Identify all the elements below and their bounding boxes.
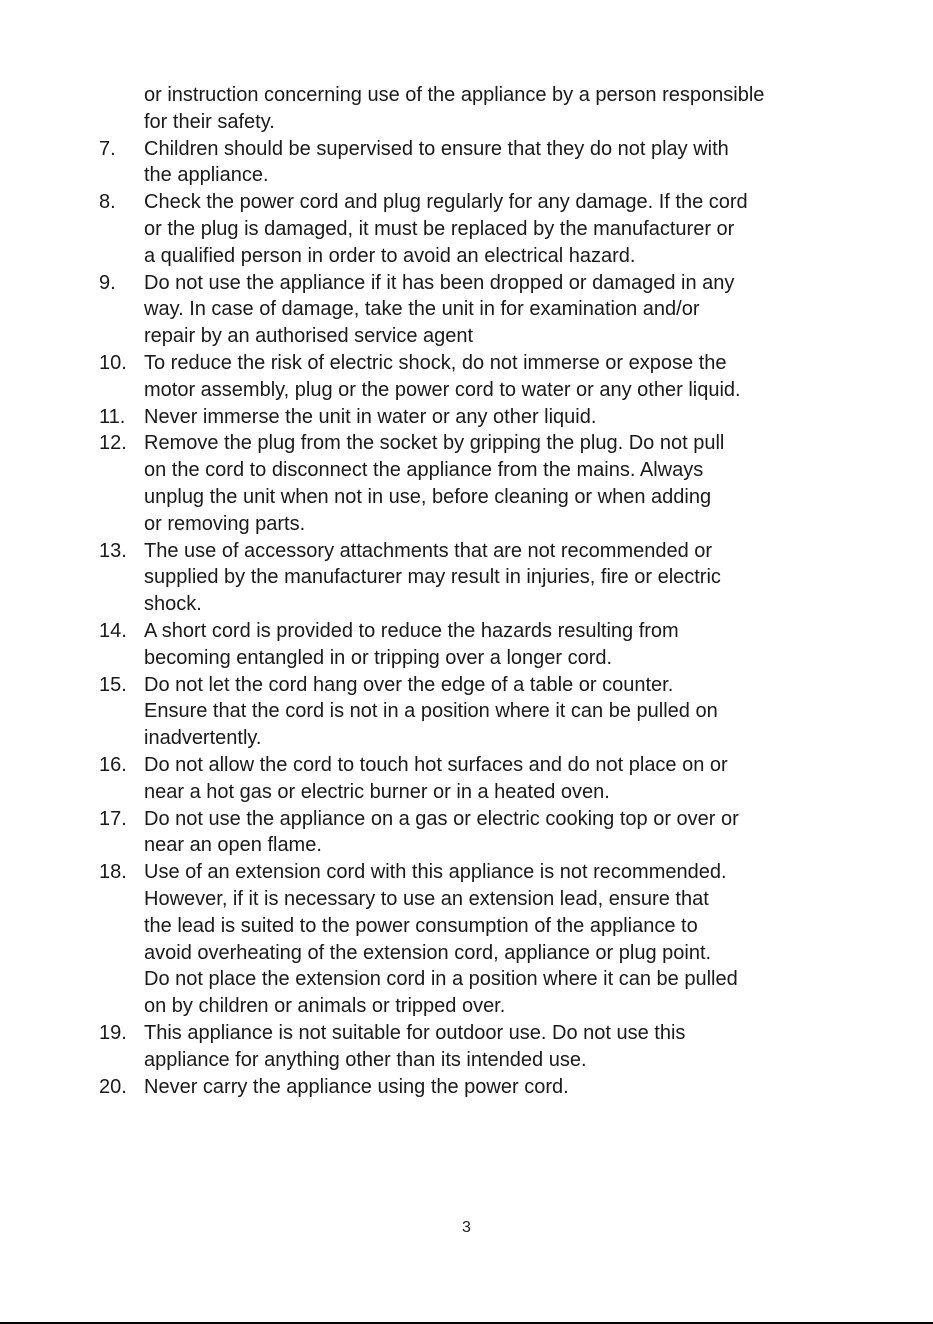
item-text: Remove the plug from the socket by gripping the plug. Do not pull (144, 432, 725, 455)
item-text: or the plug is damaged, it must be replaced by the manufacturer or (144, 218, 735, 240)
list-item (0, 538, 933, 565)
item-number: 20. (99, 1075, 127, 1098)
item-text: Do not use the appliance if it has been dropped or damaged in any (144, 271, 735, 294)
list-item (0, 1020, 933, 1047)
item-text: the lead is suited to the power consumption of the appliance to (144, 914, 698, 937)
item-text: Never carry the appliance using the power cord. (144, 1075, 569, 1098)
item-number: 19. (99, 1022, 127, 1044)
item-text: Never immerse the unit in water or any other liquid. (144, 405, 597, 428)
list-item (0, 752, 933, 779)
item-number: 9. (99, 271, 116, 294)
list-item-continuation (0, 243, 933, 270)
item-text: near an open flame. (144, 834, 322, 857)
list-item (0, 270, 933, 297)
list-item-continuation (0, 832, 933, 859)
item-text: inadvertently. (144, 727, 262, 750)
item-text: Do not use the appliance on a gas or electric cooking top or over or (144, 807, 739, 830)
item-number: 8. (99, 191, 116, 214)
list-item (0, 618, 933, 645)
item-text: However, if it is necessary to use an extension lead, ensure that (144, 888, 709, 910)
item-number: 16. (99, 754, 127, 776)
list-item-continuation (0, 216, 933, 243)
item-text: Do not allow the cord to touch hot surfaces and do not place on or (144, 754, 728, 776)
item-text: on the cord to disconnect the appliance from the mains. Always (144, 459, 704, 482)
list-item-continuation (0, 779, 933, 806)
list-item-continuation (0, 484, 933, 511)
item-text: The use of accessory attachments that are not recommended or (144, 539, 713, 562)
item-text: on by children or animals or tripped over. (144, 995, 506, 1018)
list-item-continuation (0, 698, 933, 725)
item-text: motor assembly, plug or the power cord to water or any other liquid. (144, 378, 741, 401)
list-item-continuation (0, 645, 933, 672)
item-text: appliance for anything other than its intended use. (144, 1048, 587, 1071)
list-item (0, 136, 933, 163)
item-text: repair by an authorised service agent (144, 325, 474, 348)
item-number: 12. (99, 432, 127, 455)
list-item-continuation (0, 511, 933, 538)
list-item-continuation (0, 1047, 933, 1074)
item-text: Ensure that the cord is not in a position where it can be pulled on (144, 700, 718, 723)
item-text: supplied by the manufacturer may result in injuries, fire or electric (144, 566, 721, 589)
item-text: A short cord is provided to reduce the hazards resulting from (144, 620, 679, 642)
item-text: Do not let the cord hang over the edge of a table or counter. (144, 673, 674, 696)
item-text: becoming entangled in or tripping over a longer cord. (144, 646, 613, 669)
item-text: or instruction concerning use of the appliance by a person responsible (144, 84, 765, 106)
list-item-continuation (0, 457, 933, 484)
list-item (0, 189, 933, 216)
list-item-continuation (0, 591, 933, 618)
item-number: 7. (99, 137, 116, 160)
item-text: Check the power cord and plug regularly for any damage. If the cord (144, 191, 748, 214)
list-item-continuation (0, 296, 933, 323)
item-text: way. In case of damage, take the unit in for examination and/or (144, 298, 700, 321)
list-item-continuation (0, 886, 933, 913)
list-item (0, 350, 933, 377)
list-item (0, 404, 933, 431)
list-item-continuation (0, 940, 933, 967)
list-item-continuation (0, 725, 933, 752)
item-text: a qualified person in order to avoid an electrical hazard. (144, 244, 636, 267)
list-item (0, 672, 933, 699)
item-number: 15. (99, 673, 127, 696)
list-item (0, 806, 933, 833)
item-number: 18. (99, 861, 127, 884)
list-item (0, 1074, 933, 1101)
item-text: avoid overheating of the extension cord, appliance or plug point. (144, 941, 712, 964)
item-text: the appliance. (144, 164, 269, 187)
list-item-continuation (0, 82, 933, 109)
list-item-continuation (0, 564, 933, 591)
list-item-continuation (0, 109, 933, 136)
item-text: To reduce the risk of electric shock, do not immerse or expose the (144, 352, 727, 374)
item-text: This appliance is not suitable for outdoor use. Do not use this (144, 1022, 686, 1044)
list-item-continuation (0, 162, 933, 189)
list-item (0, 859, 933, 886)
item-text: Do not place the extension cord in a position where it can be pulled (144, 968, 738, 991)
item-text: Children should be supervised to ensure that they do not play with (144, 137, 729, 160)
item-text: unplug the unit when not in use, before cleaning or when adding (144, 486, 712, 508)
item-number: 14. (99, 620, 127, 642)
item-number: 10. (99, 352, 127, 374)
item-text: Use of an extension cord with this appliance is not recommended. (144, 861, 727, 884)
list-item-continuation (0, 993, 933, 1020)
list-item-continuation (0, 966, 933, 993)
page-number: 3 (462, 1219, 471, 1236)
item-text: shock. (144, 593, 202, 616)
list-item-continuation (0, 323, 933, 350)
list-item-continuation (0, 377, 933, 404)
list-item (0, 430, 933, 457)
item-text: for their safety. (144, 110, 275, 133)
item-text: or removing parts. (144, 512, 306, 535)
item-number: 13. (99, 539, 127, 562)
list-item-continuation (0, 913, 933, 940)
item-number: 17. (99, 807, 127, 830)
item-text: near a hot gas or electric burner or in a heated oven. (144, 780, 610, 803)
item-number: 11. (99, 405, 126, 428)
